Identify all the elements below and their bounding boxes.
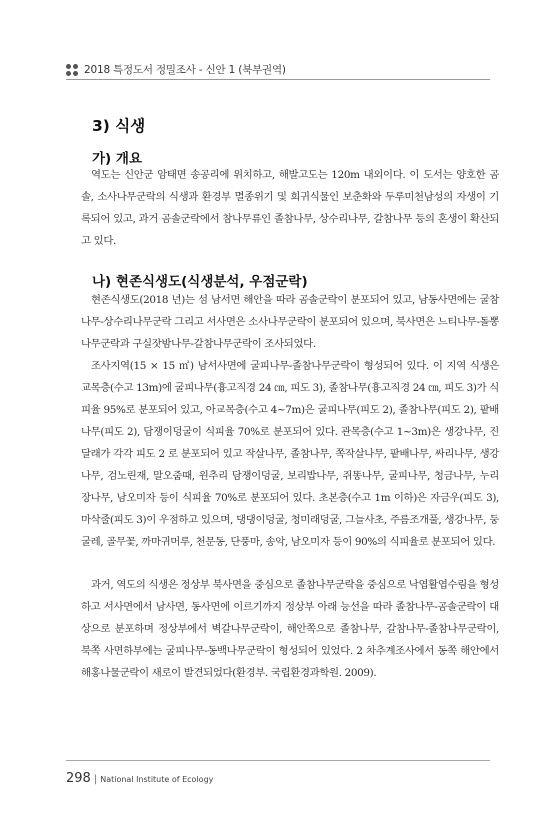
vegetation-map-paragraph-1: 현존식생도(2018 년)는 섬 남서면 해안을 따라 곰솔군락이 분포되어 있고, 남동사면에는 굴참나무-상수리나무군락 그리고 서사면은 소사나무군락이 분포되어 있으며, 북사면은 느티나무-돌뽕나무군락과 구실잣밤나무-갈참나무군락이 조사되었다. <box>81 294 499 350</box>
header-divider <box>66 79 490 80</box>
overview-paragraph: 역도는 신안군 암태면 송공리에 위치하고, 해발고도는 120m 내외이다. 이 도서는 양호한 곰솔, 소사나무군락의 식생과 환경부 멸종위기 및 희귀식물인 보춘화와 두루미천남성의 자생이 기록되어 있고, 과거 곰솔군락에서 참나무류인 졸참나무, 상수리나무, 갈참나무 등의 혼생이 확산되고 있다. <box>81 169 499 247</box>
header-title: 2018 특정도서 정밀조사 - 신안 1 (북부권역) <box>84 64 286 76</box>
vegetation-map-paragraph-3: 과거, 역도의 식생은 정상부 북사면을 중심으로 졸참나무군락을 중심으로 낙엽활엽수림을 형성하고 서사면에서 남사면, 동사면에 이르기까지 정상부 아래 능선을 따라 졸참나무-곰솔군락이 대상으로 분포하며 정상부에서 벽갈나무군락이, 해안쪽으로 졸참나무, 갈참나무-졸참나무군락이, 북쪽 사면하부에는 굴피나무-동백나무군락이 형성되어 있었다. 2 차추계조사에서 동쪽 해안에서 해홍나물군락이 새로이 발견되었다(환경부. 국립환경과학원. 2009). <box>81 579 499 679</box>
subsection-heading-vegetation-map: 나) 현존식생도(식생분석, 우점군락) <box>92 274 308 290</box>
footer-separator: | <box>93 774 98 785</box>
page-footer <box>66 767 213 786</box>
footer-organization: National Institute of Ecology <box>100 775 214 784</box>
bullet-dots-icon <box>66 64 80 76</box>
vegetation-map-paragraph-2: 조사지역(15 × 15 ㎡) 남서사면에 굴피나무-졸참나무군락이 형성되어 있다. 이 지역 식생은 교목층(수고 13m)에 굴피나무(흉고직경 24 ㎝, 피도 3), 졸참나무(흉고직경 24 ㎝, 피도 3)가 식피율 95%로 분포되어 있고, 아교목층(수고 4~7m)은 굴피나무(피도 2), 졸참나무(피도 2), 팥배나무(피도 2), 담쟁이덩굴이 식피율 70%로 분포되어 있다. 관목층(수고 1~3m)은 생강나무, 진달래가 각각 피도 2 로 분포되어 있고 작살나무, 졸참나무, 쪽작살나무, 팥배나무, 싸리나무, 생강나무, 검노린재, 말오줌때, 윈추리 담쟁이덩굴, 보리밥나무, 쥐똥나무, 굴피나무, 청금나무, 누리장나무, 남오미자 등이 식피율 70%로 분포되어 있다. 초본층(수고 1m 이하)은 자금우(피도 3), 마삭줄(피도 3)이 우점하고 있으며, 댕댕이덩굴, 청미래덩굴, 그늘사초, 주름조개풀, 생강나무, 둥굴레, 골무꽃, 까마귀머루, 천문동, 단풍마, 송악, 남오미자 등이 90%의 식피율로 분포되어 있다. <box>81 360 499 548</box>
section-heading: 3) 식생 <box>92 117 146 135</box>
footer-divider <box>66 760 490 761</box>
running-header <box>0 59 556 81</box>
page-number: 298 <box>66 771 91 786</box>
subsection-heading-overview: 가) 개요 <box>92 151 142 167</box>
